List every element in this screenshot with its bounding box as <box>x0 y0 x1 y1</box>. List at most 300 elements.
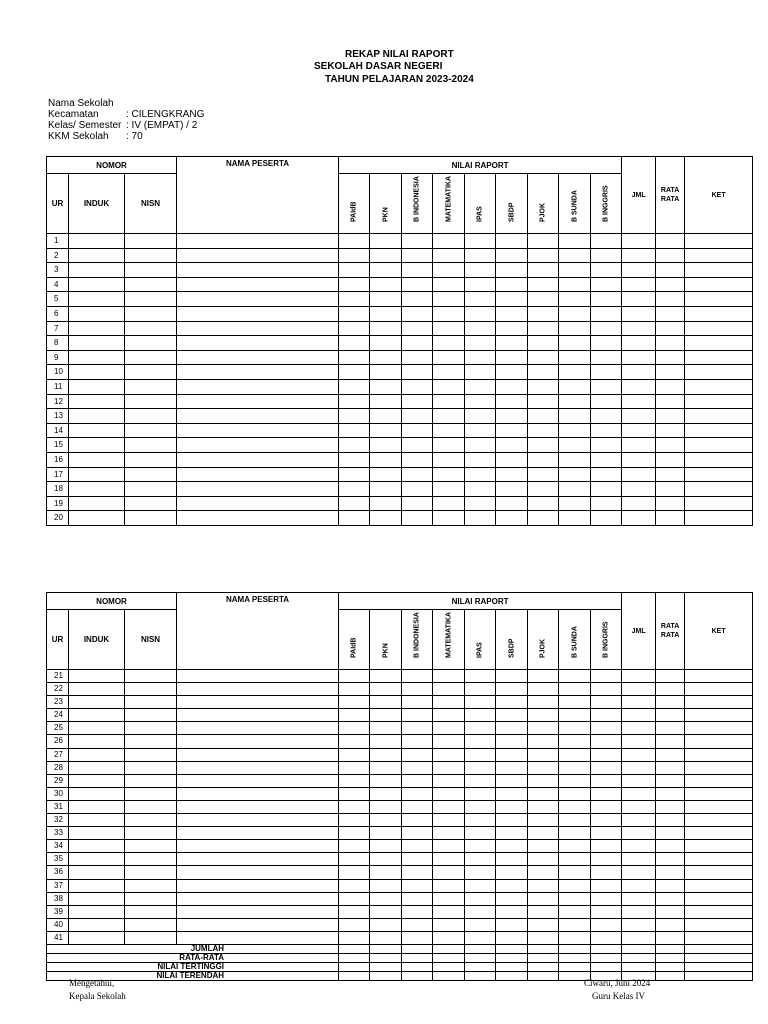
table-cell[interactable] <box>465 248 496 263</box>
table-cell[interactable] <box>496 482 528 497</box>
table-cell[interactable] <box>559 379 591 394</box>
summary-cell[interactable] <box>559 953 591 962</box>
table-cell[interactable] <box>656 423 685 438</box>
table-cell[interactable] <box>496 800 528 813</box>
table-cell[interactable] <box>559 683 591 696</box>
table-cell[interactable] <box>465 365 496 380</box>
table-cell[interactable] <box>656 905 685 918</box>
table-cell[interactable] <box>69 409 125 424</box>
table-cell[interactable] <box>496 931 528 944</box>
table-cell[interactable] <box>591 931 622 944</box>
table-cell[interactable] <box>69 683 125 696</box>
table-cell[interactable] <box>433 321 465 336</box>
table-cell[interactable] <box>496 735 528 748</box>
table-cell[interactable] <box>685 866 753 879</box>
table-cell[interactable] <box>465 853 496 866</box>
table-cell[interactable] <box>528 787 559 800</box>
table-cell[interactable] <box>402 409 433 424</box>
table-cell[interactable] <box>591 263 622 278</box>
summary-cell[interactable] <box>339 962 370 971</box>
table-cell[interactable] <box>559 787 591 800</box>
table-cell[interactable] <box>125 853 177 866</box>
table-cell[interactable] <box>69 263 125 278</box>
table-cell[interactable] <box>339 722 370 735</box>
table-cell[interactable] <box>528 761 559 774</box>
table-cell[interactable] <box>656 722 685 735</box>
summary-cell[interactable] <box>496 971 528 980</box>
table-cell[interactable] <box>622 248 656 263</box>
table-cell[interactable] <box>177 234 339 249</box>
summary-cell[interactable] <box>433 962 465 971</box>
table-cell[interactable] <box>559 931 591 944</box>
table-cell[interactable] <box>559 467 591 482</box>
table-cell[interactable] <box>125 336 177 351</box>
table-cell[interactable] <box>69 735 125 748</box>
table-cell[interactable] <box>528 292 559 307</box>
table-cell[interactable] <box>656 336 685 351</box>
table-cell[interactable] <box>69 336 125 351</box>
summary-cell[interactable] <box>339 971 370 980</box>
table-cell[interactable] <box>622 292 656 307</box>
summary-cell[interactable] <box>433 944 465 953</box>
table-cell[interactable] <box>496 394 528 409</box>
table-cell[interactable] <box>528 409 559 424</box>
table-cell[interactable] <box>402 892 433 905</box>
table-cell[interactable] <box>591 735 622 748</box>
table-cell[interactable] <box>656 853 685 866</box>
table-cell[interactable] <box>339 277 370 292</box>
table-cell[interactable] <box>656 350 685 365</box>
table-cell[interactable] <box>370 496 402 511</box>
table-cell[interactable] <box>177 263 339 278</box>
table-cell[interactable] <box>622 350 656 365</box>
table-cell[interactable] <box>591 787 622 800</box>
table-cell[interactable] <box>339 511 370 526</box>
table-cell[interactable] <box>656 761 685 774</box>
table-cell[interactable] <box>69 292 125 307</box>
table-cell[interactable] <box>528 321 559 336</box>
table-cell[interactable] <box>591 918 622 931</box>
table-cell[interactable] <box>177 748 339 761</box>
table-cell[interactable] <box>622 787 656 800</box>
table-cell[interactable] <box>622 696 656 709</box>
table-cell[interactable] <box>465 263 496 278</box>
summary-cell[interactable] <box>656 962 685 971</box>
table-cell[interactable] <box>339 866 370 879</box>
table-cell[interactable] <box>591 350 622 365</box>
table-cell[interactable] <box>685 761 753 774</box>
table-cell[interactable] <box>496 840 528 853</box>
table-cell[interactable] <box>402 336 433 351</box>
table-cell[interactable] <box>465 827 496 840</box>
table-cell[interactable] <box>69 365 125 380</box>
table-cell[interactable] <box>591 853 622 866</box>
table-cell[interactable] <box>402 234 433 249</box>
table-cell[interactable] <box>559 761 591 774</box>
summary-cell[interactable] <box>370 953 402 962</box>
table-cell[interactable] <box>559 814 591 827</box>
table-cell[interactable] <box>559 853 591 866</box>
table-cell[interactable] <box>559 423 591 438</box>
table-cell[interactable] <box>125 787 177 800</box>
table-cell[interactable] <box>559 800 591 813</box>
table-cell[interactable] <box>177 709 339 722</box>
table-cell[interactable] <box>685 748 753 761</box>
table-cell[interactable] <box>402 774 433 787</box>
table-cell[interactable] <box>496 879 528 892</box>
table-cell[interactable] <box>69 277 125 292</box>
table-cell[interactable] <box>622 306 656 321</box>
table-cell[interactable] <box>339 292 370 307</box>
table-cell[interactable] <box>402 496 433 511</box>
table-cell[interactable] <box>591 722 622 735</box>
table-cell[interactable] <box>465 696 496 709</box>
table-cell[interactable] <box>622 853 656 866</box>
table-cell[interactable] <box>656 827 685 840</box>
table-cell[interactable] <box>591 496 622 511</box>
table-cell[interactable] <box>370 866 402 879</box>
table-cell[interactable] <box>496 321 528 336</box>
summary-cell[interactable] <box>685 953 753 962</box>
table-cell[interactable] <box>433 931 465 944</box>
table-cell[interactable] <box>465 409 496 424</box>
table-cell[interactable] <box>622 905 656 918</box>
table-cell[interactable] <box>402 350 433 365</box>
table-cell[interactable] <box>559 670 591 683</box>
table-cell[interactable] <box>433 394 465 409</box>
table-cell[interactable] <box>656 800 685 813</box>
table-cell[interactable] <box>370 277 402 292</box>
table-cell[interactable] <box>339 735 370 748</box>
table-cell[interactable] <box>496 670 528 683</box>
table-cell[interactable] <box>685 905 753 918</box>
table-cell[interactable] <box>339 438 370 453</box>
table-cell[interactable] <box>339 248 370 263</box>
table-cell[interactable] <box>465 277 496 292</box>
table-cell[interactable] <box>496 423 528 438</box>
table-cell[interactable] <box>433 709 465 722</box>
table-cell[interactable] <box>622 814 656 827</box>
table-cell[interactable] <box>559 709 591 722</box>
table-cell[interactable] <box>125 248 177 263</box>
table-cell[interactable] <box>465 931 496 944</box>
table-cell[interactable] <box>559 336 591 351</box>
table-cell[interactable] <box>125 905 177 918</box>
summary-cell[interactable] <box>402 971 433 980</box>
table-cell[interactable] <box>339 827 370 840</box>
table-cell[interactable] <box>559 394 591 409</box>
table-cell[interactable] <box>69 722 125 735</box>
table-cell[interactable] <box>125 774 177 787</box>
table-cell[interactable] <box>125 394 177 409</box>
table-cell[interactable] <box>370 423 402 438</box>
table-cell[interactable] <box>496 409 528 424</box>
table-cell[interactable] <box>559 892 591 905</box>
summary-cell[interactable] <box>339 953 370 962</box>
table-cell[interactable] <box>69 306 125 321</box>
table-cell[interactable] <box>622 670 656 683</box>
table-cell[interactable] <box>496 365 528 380</box>
table-cell[interactable] <box>177 350 339 365</box>
table-cell[interactable] <box>370 905 402 918</box>
table-cell[interactable] <box>622 234 656 249</box>
table-cell[interactable] <box>685 722 753 735</box>
table-cell[interactable] <box>528 840 559 853</box>
table-cell[interactable] <box>622 879 656 892</box>
table-cell[interactable] <box>465 321 496 336</box>
table-cell[interactable] <box>591 800 622 813</box>
table-cell[interactable] <box>177 905 339 918</box>
table-cell[interactable] <box>339 748 370 761</box>
table-cell[interactable] <box>559 879 591 892</box>
summary-cell[interactable] <box>465 953 496 962</box>
table-cell[interactable] <box>465 722 496 735</box>
summary-cell[interactable] <box>591 953 622 962</box>
table-cell[interactable] <box>339 918 370 931</box>
table-cell[interactable] <box>685 248 753 263</box>
table-cell[interactable] <box>465 350 496 365</box>
table-cell[interactable] <box>656 840 685 853</box>
table-cell[interactable] <box>559 696 591 709</box>
table-cell[interactable] <box>69 394 125 409</box>
table-cell[interactable] <box>402 866 433 879</box>
table-cell[interactable] <box>402 709 433 722</box>
table-cell[interactable] <box>496 722 528 735</box>
table-cell[interactable] <box>177 467 339 482</box>
table-cell[interactable] <box>528 263 559 278</box>
table-cell[interactable] <box>685 292 753 307</box>
table-cell[interactable] <box>656 511 685 526</box>
table-cell[interactable] <box>559 840 591 853</box>
table-cell[interactable] <box>465 748 496 761</box>
table-cell[interactable] <box>591 511 622 526</box>
table-cell[interactable] <box>496 709 528 722</box>
table-cell[interactable] <box>496 277 528 292</box>
table-cell[interactable] <box>496 761 528 774</box>
table-cell[interactable] <box>496 306 528 321</box>
table-cell[interactable] <box>685 931 753 944</box>
table-cell[interactable] <box>402 905 433 918</box>
table-cell[interactable] <box>370 321 402 336</box>
summary-cell[interactable] <box>656 944 685 953</box>
table-cell[interactable] <box>622 511 656 526</box>
table-cell[interactable] <box>177 336 339 351</box>
table-cell[interactable] <box>177 409 339 424</box>
table-cell[interactable] <box>69 905 125 918</box>
table-cell[interactable] <box>622 709 656 722</box>
table-cell[interactable] <box>591 840 622 853</box>
table-cell[interactable] <box>656 879 685 892</box>
table-cell[interactable] <box>433 696 465 709</box>
table-cell[interactable] <box>69 748 125 761</box>
table-cell[interactable] <box>656 866 685 879</box>
summary-cell[interactable] <box>402 953 433 962</box>
table-cell[interactable] <box>69 467 125 482</box>
table-cell[interactable] <box>622 866 656 879</box>
table-cell[interactable] <box>496 350 528 365</box>
table-cell[interactable] <box>528 683 559 696</box>
table-cell[interactable] <box>177 277 339 292</box>
table-cell[interactable] <box>656 394 685 409</box>
table-cell[interactable] <box>591 452 622 467</box>
table-cell[interactable] <box>177 696 339 709</box>
table-cell[interactable] <box>685 879 753 892</box>
table-cell[interactable] <box>656 277 685 292</box>
table-cell[interactable] <box>591 482 622 497</box>
table-cell[interactable] <box>177 394 339 409</box>
table-cell[interactable] <box>402 814 433 827</box>
table-cell[interactable] <box>656 306 685 321</box>
table-cell[interactable] <box>402 800 433 813</box>
table-cell[interactable] <box>528 905 559 918</box>
table-cell[interactable] <box>591 409 622 424</box>
table-cell[interactable] <box>528 853 559 866</box>
table-cell[interactable] <box>685 709 753 722</box>
table-cell[interactable] <box>433 800 465 813</box>
table-cell[interactable] <box>125 277 177 292</box>
table-cell[interactable] <box>402 827 433 840</box>
table-cell[interactable] <box>125 306 177 321</box>
table-cell[interactable] <box>125 467 177 482</box>
table-cell[interactable] <box>402 277 433 292</box>
table-cell[interactable] <box>177 511 339 526</box>
table-cell[interactable] <box>496 814 528 827</box>
table-cell[interactable] <box>465 879 496 892</box>
table-cell[interactable] <box>433 482 465 497</box>
table-cell[interactable] <box>370 683 402 696</box>
table-cell[interactable] <box>402 292 433 307</box>
table-cell[interactable] <box>402 918 433 931</box>
table-cell[interactable] <box>559 735 591 748</box>
table-cell[interactable] <box>402 879 433 892</box>
table-cell[interactable] <box>125 482 177 497</box>
table-cell[interactable] <box>125 350 177 365</box>
table-cell[interactable] <box>591 336 622 351</box>
table-cell[interactable] <box>433 336 465 351</box>
table-cell[interactable] <box>685 827 753 840</box>
table-cell[interactable] <box>370 774 402 787</box>
summary-cell[interactable] <box>622 953 656 962</box>
table-cell[interactable] <box>125 452 177 467</box>
table-cell[interactable] <box>125 735 177 748</box>
table-cell[interactable] <box>656 787 685 800</box>
table-cell[interactable] <box>339 800 370 813</box>
table-cell[interactable] <box>656 482 685 497</box>
summary-cell[interactable] <box>465 962 496 971</box>
table-cell[interactable] <box>496 263 528 278</box>
table-cell[interactable] <box>528 438 559 453</box>
table-cell[interactable] <box>591 423 622 438</box>
table-cell[interactable] <box>591 827 622 840</box>
table-cell[interactable] <box>177 774 339 787</box>
table-cell[interactable] <box>528 814 559 827</box>
table-cell[interactable] <box>656 248 685 263</box>
table-cell[interactable] <box>591 879 622 892</box>
table-cell[interactable] <box>339 234 370 249</box>
table-cell[interactable] <box>370 787 402 800</box>
table-cell[interactable] <box>433 306 465 321</box>
table-cell[interactable] <box>685 277 753 292</box>
table-cell[interactable] <box>339 814 370 827</box>
table-cell[interactable] <box>656 931 685 944</box>
table-cell[interactable] <box>339 696 370 709</box>
table-cell[interactable] <box>622 683 656 696</box>
table-cell[interactable] <box>370 748 402 761</box>
summary-cell[interactable] <box>591 962 622 971</box>
table-cell[interactable] <box>528 748 559 761</box>
table-cell[interactable] <box>465 379 496 394</box>
table-cell[interactable] <box>528 827 559 840</box>
table-cell[interactable] <box>177 866 339 879</box>
table-cell[interactable] <box>656 670 685 683</box>
table-cell[interactable] <box>433 683 465 696</box>
table-cell[interactable] <box>370 892 402 905</box>
table-cell[interactable] <box>685 670 753 683</box>
table-cell[interactable] <box>177 787 339 800</box>
table-cell[interactable] <box>528 892 559 905</box>
table-cell[interactable] <box>402 379 433 394</box>
table-cell[interactable] <box>177 248 339 263</box>
table-cell[interactable] <box>656 263 685 278</box>
table-cell[interactable] <box>69 379 125 394</box>
summary-cell[interactable] <box>685 962 753 971</box>
table-cell[interactable] <box>465 814 496 827</box>
table-cell[interactable] <box>370 511 402 526</box>
table-cell[interactable] <box>528 496 559 511</box>
table-cell[interactable] <box>402 748 433 761</box>
table-cell[interactable] <box>685 787 753 800</box>
table-cell[interactable] <box>591 696 622 709</box>
table-cell[interactable] <box>559 905 591 918</box>
table-cell[interactable] <box>465 761 496 774</box>
table-cell[interactable] <box>370 234 402 249</box>
summary-cell[interactable] <box>559 962 591 971</box>
table-cell[interactable] <box>125 800 177 813</box>
table-cell[interactable] <box>339 263 370 278</box>
summary-cell[interactable] <box>370 962 402 971</box>
table-cell[interactable] <box>69 814 125 827</box>
table-cell[interactable] <box>339 892 370 905</box>
table-cell[interactable] <box>622 722 656 735</box>
table-cell[interactable] <box>622 761 656 774</box>
table-cell[interactable] <box>177 438 339 453</box>
table-cell[interactable] <box>465 467 496 482</box>
table-cell[interactable] <box>370 879 402 892</box>
table-cell[interactable] <box>591 365 622 380</box>
table-cell[interactable] <box>528 511 559 526</box>
table-cell[interactable] <box>685 321 753 336</box>
table-cell[interactable] <box>622 774 656 787</box>
table-cell[interactable] <box>125 918 177 931</box>
table-cell[interactable] <box>339 853 370 866</box>
table-cell[interactable] <box>433 840 465 853</box>
table-cell[interactable] <box>528 379 559 394</box>
table-cell[interactable] <box>125 263 177 278</box>
table-cell[interactable] <box>685 467 753 482</box>
table-cell[interactable] <box>370 394 402 409</box>
table-cell[interactable] <box>656 774 685 787</box>
table-cell[interactable] <box>125 683 177 696</box>
table-cell[interactable] <box>370 735 402 748</box>
table-cell[interactable] <box>685 336 753 351</box>
table-cell[interactable] <box>125 814 177 827</box>
table-cell[interactable] <box>370 670 402 683</box>
table-cell[interactable] <box>370 292 402 307</box>
table-cell[interactable] <box>685 306 753 321</box>
table-cell[interactable] <box>528 800 559 813</box>
table-cell[interactable] <box>685 511 753 526</box>
table-cell[interactable] <box>339 709 370 722</box>
